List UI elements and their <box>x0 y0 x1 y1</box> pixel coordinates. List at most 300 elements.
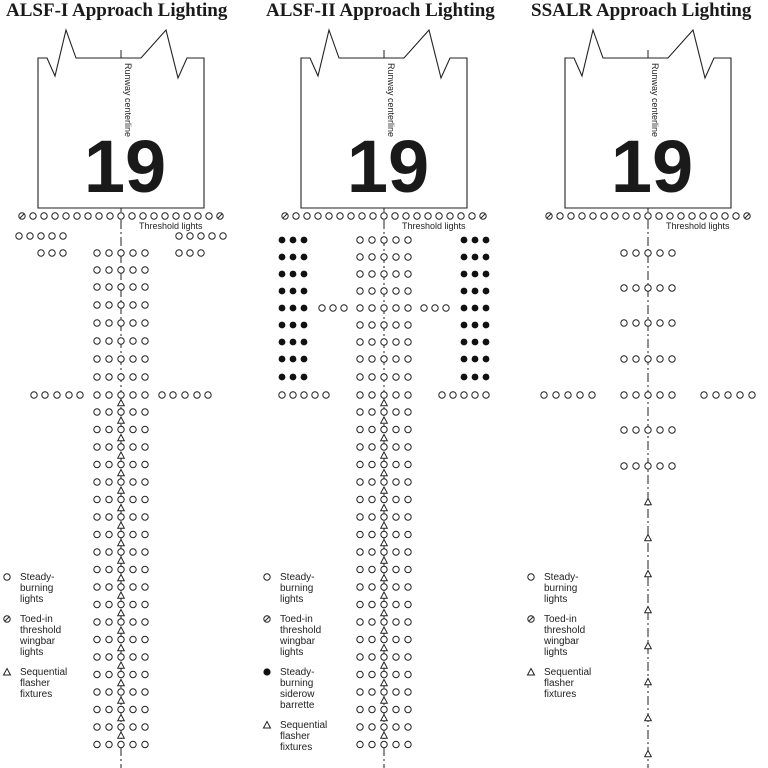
steady-light <box>130 302 136 308</box>
legend-item <box>526 614 591 658</box>
steady-light <box>405 724 411 730</box>
steady-light <box>403 213 409 219</box>
steady-light <box>450 392 456 398</box>
barrette-light <box>472 305 479 312</box>
steady-light <box>142 409 148 415</box>
flasher-fixture <box>381 540 388 546</box>
barrette-light <box>472 271 479 278</box>
barrette-light <box>290 339 297 346</box>
barrette-light <box>301 237 308 244</box>
steady-light <box>130 706 136 712</box>
steady-light <box>94 619 100 625</box>
steady-light <box>130 320 136 326</box>
steady-light <box>645 320 651 326</box>
steady-light <box>130 549 136 555</box>
steady-light <box>118 392 124 398</box>
steady-light <box>187 233 193 239</box>
steady-light <box>369 619 375 625</box>
steady-light <box>118 496 124 502</box>
steady-light <box>49 250 55 256</box>
steady-light <box>63 213 69 219</box>
steady-light <box>94 654 100 660</box>
steady-light <box>130 461 136 467</box>
steady-light <box>393 356 399 362</box>
steady-light <box>633 427 639 433</box>
steady-light <box>621 356 627 362</box>
steady-light <box>369 339 375 345</box>
flasher-fixture <box>645 535 652 541</box>
steady-light <box>142 356 148 362</box>
steady-light <box>94 320 100 326</box>
steady-light <box>669 356 675 362</box>
steady-light <box>393 496 399 502</box>
steady-light <box>118 531 124 537</box>
steady-light <box>142 496 148 502</box>
steady-light <box>461 392 467 398</box>
steady-light <box>393 724 399 730</box>
legend-item <box>2 572 67 605</box>
steady-light <box>405 549 411 555</box>
steady-light <box>369 409 375 415</box>
steady-light <box>130 514 136 520</box>
flasher-fixture <box>118 575 125 581</box>
barrette-light <box>483 237 490 244</box>
steady-light <box>657 392 663 398</box>
steady-light <box>472 392 478 398</box>
flasher-fixture <box>381 487 388 493</box>
steady-light <box>381 671 387 677</box>
flasher-fixture <box>118 540 125 546</box>
steady-light <box>657 285 663 291</box>
steady-light <box>669 320 675 326</box>
steady-light <box>142 374 148 380</box>
steady-light <box>357 288 363 294</box>
steady-light <box>357 374 363 380</box>
steady-light <box>357 619 363 625</box>
steady-light <box>553 392 559 398</box>
steady-light <box>118 461 124 467</box>
steady-light <box>326 213 332 219</box>
legend-alsf1 <box>2 572 67 709</box>
steady-light <box>94 671 100 677</box>
steady-light <box>130 636 136 642</box>
steady-light <box>393 271 399 277</box>
steady-light <box>348 213 354 219</box>
steady-light <box>357 531 363 537</box>
steady-light <box>312 392 318 398</box>
steady-light <box>130 409 136 415</box>
steady-light <box>330 305 336 311</box>
steady-light <box>142 724 148 730</box>
steady-light <box>405 288 411 294</box>
steady-light <box>483 392 489 398</box>
steady-light <box>94 444 100 450</box>
barrette-light <box>279 356 286 363</box>
steady-light <box>341 305 347 311</box>
flasher-fixture <box>381 697 388 703</box>
steady-light <box>381 288 387 294</box>
steady-light <box>142 284 148 290</box>
steady-light <box>393 741 399 747</box>
steady-light <box>369 271 375 277</box>
flasher-fixture <box>118 522 125 528</box>
steady-light <box>118 479 124 485</box>
steady-light <box>106 444 112 450</box>
steady-light <box>405 514 411 520</box>
steady-light <box>106 320 112 326</box>
steady-light <box>357 356 363 362</box>
steady-light <box>130 724 136 730</box>
runway-number: 19 <box>610 125 694 208</box>
legend-item <box>262 614 327 658</box>
steady-light <box>118 250 124 256</box>
barrette-light <box>290 288 297 295</box>
steady-light <box>205 392 211 398</box>
barrette-light <box>301 254 308 261</box>
flasher-fixture <box>118 400 125 406</box>
flasher-fixture <box>645 607 652 613</box>
steady-light <box>601 213 607 219</box>
steady-light <box>106 601 112 607</box>
steady-light <box>393 339 399 345</box>
barrette-light <box>483 254 490 261</box>
steady-light <box>38 233 44 239</box>
steady-light <box>369 549 375 555</box>
steady-light <box>393 566 399 572</box>
flasher-fixture <box>381 417 388 423</box>
triangle-icon <box>262 720 272 730</box>
steady-light <box>381 566 387 572</box>
steady-light <box>357 549 363 555</box>
steady-light <box>381 374 387 380</box>
steady-light <box>130 267 136 273</box>
steady-light <box>393 636 399 642</box>
steady-light <box>381 636 387 642</box>
flasher-fixture <box>118 592 125 598</box>
steady-light <box>357 254 363 260</box>
steady-light <box>142 479 148 485</box>
steady-light <box>722 213 728 219</box>
steady-light <box>381 461 387 467</box>
steady-light <box>142 671 148 677</box>
steady-light <box>405 566 411 572</box>
flasher-fixture <box>645 715 652 721</box>
steady-light <box>405 271 411 277</box>
steady-light <box>381 213 387 219</box>
steady-light <box>381 654 387 660</box>
barrette-light <box>472 374 479 381</box>
legend-ssalr <box>526 572 591 709</box>
steady-light <box>621 250 627 256</box>
steady-light <box>414 213 420 219</box>
steady-light <box>381 305 387 311</box>
barrette-light <box>301 271 308 278</box>
steady-light <box>94 531 100 537</box>
flasher-fixture <box>381 627 388 633</box>
steady-light <box>130 392 136 398</box>
steady-light <box>85 213 91 219</box>
barrette-light <box>461 288 468 295</box>
flasher-fixture <box>645 571 652 577</box>
steady-light <box>118 741 124 747</box>
flasher-fixture <box>118 452 125 458</box>
steady-light <box>142 514 148 520</box>
steady-light <box>678 213 684 219</box>
flasher-fixture <box>118 697 125 703</box>
steady-light <box>357 689 363 695</box>
steady-light <box>656 213 662 219</box>
steady-light <box>357 237 363 243</box>
steady-light <box>94 479 100 485</box>
flasher-fixture <box>381 662 388 668</box>
steady-light <box>118 320 124 326</box>
steady-light <box>458 213 464 219</box>
steady-light <box>711 213 717 219</box>
steady-light <box>130 619 136 625</box>
barrette-light <box>461 356 468 363</box>
centerline-label: Runway centerline <box>650 63 660 138</box>
barrette-light <box>472 322 479 329</box>
steady-light <box>405 374 411 380</box>
steady-light <box>129 213 135 219</box>
steady-light <box>657 356 663 362</box>
steady-light <box>393 426 399 432</box>
steady-light <box>118 601 124 607</box>
steady-light <box>106 496 112 502</box>
barrette-light <box>461 374 468 381</box>
steady-light <box>209 233 215 239</box>
steady-light <box>369 514 375 520</box>
steady-light <box>645 356 651 362</box>
steady-light <box>94 566 100 572</box>
steady-light <box>579 213 585 219</box>
steady-light <box>142 302 148 308</box>
steady-light <box>393 409 399 415</box>
flasher-fixture <box>381 680 388 686</box>
legend-label: Toed-in threshold wingbar lights <box>544 614 586 658</box>
steady-light <box>357 409 363 415</box>
steady-light <box>357 601 363 607</box>
steady-light <box>27 233 33 239</box>
steady-light <box>41 213 47 219</box>
flasher-fixture <box>381 435 388 441</box>
steady-light <box>633 320 639 326</box>
steady-light <box>669 392 675 398</box>
flasher-fixture <box>118 680 125 686</box>
steady-light <box>405 444 411 450</box>
centerline-label: Runway centerline <box>123 63 133 138</box>
legend-item <box>526 572 591 605</box>
steady-light <box>645 250 651 256</box>
steady-light <box>142 654 148 660</box>
barrette-light <box>290 237 297 244</box>
steady-light <box>369 636 375 642</box>
barrette-light <box>279 288 286 295</box>
steady-light <box>106 636 112 642</box>
steady-light <box>623 213 629 219</box>
steady-light <box>633 356 639 362</box>
flasher-fixture <box>645 643 652 649</box>
steady-light <box>669 427 675 433</box>
steady-light <box>187 250 193 256</box>
open-circle-icon <box>262 572 272 582</box>
steady-light <box>94 496 100 502</box>
steady-light <box>357 444 363 450</box>
steady-light <box>393 531 399 537</box>
steady-light <box>381 706 387 712</box>
steady-light <box>381 356 387 362</box>
steady-light <box>94 601 100 607</box>
steady-light <box>369 237 375 243</box>
steady-light <box>357 584 363 590</box>
steady-light <box>118 409 124 415</box>
steady-light <box>130 356 136 362</box>
flasher-fixture <box>118 505 125 511</box>
steady-light <box>469 213 475 219</box>
barrette-light <box>472 356 479 363</box>
legend-label: Steady- burning lights <box>280 572 315 605</box>
steady-light <box>106 426 112 432</box>
steady-light <box>290 392 296 398</box>
steady-light <box>94 409 100 415</box>
steady-light <box>142 706 148 712</box>
steady-light <box>393 461 399 467</box>
steady-light <box>54 392 60 398</box>
steady-light <box>106 374 112 380</box>
barrette-light <box>290 322 297 329</box>
steady-light <box>369 584 375 590</box>
steady-light <box>393 671 399 677</box>
steady-light <box>118 724 124 730</box>
steady-light <box>94 374 100 380</box>
steady-light <box>737 392 743 398</box>
steady-light <box>568 213 574 219</box>
steady-light <box>369 671 375 677</box>
steady-light <box>405 654 411 660</box>
steady-light <box>173 213 179 219</box>
slashed-circle-icon <box>526 614 536 624</box>
steady-light <box>405 461 411 467</box>
steady-light <box>645 392 651 398</box>
steady-light <box>106 654 112 660</box>
steady-light <box>357 426 363 432</box>
steady-light <box>381 479 387 485</box>
steady-light <box>633 250 639 256</box>
steady-light <box>118 338 124 344</box>
barrette-light <box>279 339 286 346</box>
legend-label: Steady- burning siderow barrette <box>280 667 315 711</box>
threshold-label: Threshold lights <box>666 221 730 231</box>
steady-light <box>60 233 66 239</box>
steady-light <box>381 741 387 747</box>
steady-light <box>621 320 627 326</box>
steady-light <box>130 338 136 344</box>
steady-light <box>381 237 387 243</box>
steady-light <box>357 322 363 328</box>
steady-light <box>689 213 695 219</box>
steady-light <box>405 322 411 328</box>
steady-light <box>279 392 285 398</box>
steady-light <box>405 409 411 415</box>
steady-light <box>393 237 399 243</box>
steady-light <box>405 619 411 625</box>
legend-item <box>262 572 327 605</box>
barrette-light <box>290 271 297 278</box>
steady-light <box>393 689 399 695</box>
barrette-light <box>483 339 490 346</box>
steady-light <box>393 305 399 311</box>
barrette-light <box>290 356 297 363</box>
steady-light <box>405 741 411 747</box>
steady-light <box>405 584 411 590</box>
steady-light <box>369 461 375 467</box>
steady-light <box>159 392 165 398</box>
steady-light <box>405 531 411 537</box>
steady-light <box>94 426 100 432</box>
steady-light <box>713 392 719 398</box>
steady-light <box>151 213 157 219</box>
steady-light <box>425 213 431 219</box>
steady-light <box>94 636 100 642</box>
steady-light <box>220 233 226 239</box>
steady-light <box>381 689 387 695</box>
runway-number: 19 <box>83 125 167 208</box>
steady-light <box>357 636 363 642</box>
steady-light <box>162 213 168 219</box>
steady-light <box>405 254 411 260</box>
steady-light <box>357 461 363 467</box>
barrette-light <box>461 322 468 329</box>
steady-light <box>106 461 112 467</box>
barrette-light <box>279 237 286 244</box>
steady-light <box>107 213 113 219</box>
steady-light <box>369 724 375 730</box>
steady-light <box>142 619 148 625</box>
steady-light <box>130 654 136 660</box>
barrette-light <box>301 322 308 329</box>
legend-item <box>2 614 67 658</box>
barrette-light <box>301 339 308 346</box>
barrette-light <box>472 237 479 244</box>
steady-light <box>357 479 363 485</box>
steady-light <box>118 213 124 219</box>
centerline-label: Runway centerline <box>386 63 396 138</box>
legend-label: Toed-in threshold wingbar lights <box>20 614 62 658</box>
flasher-fixture <box>645 679 652 685</box>
barrette-light <box>483 288 490 295</box>
steady-light <box>369 479 375 485</box>
steady-light <box>369 741 375 747</box>
steady-light <box>142 584 148 590</box>
barrette-light <box>461 237 468 244</box>
steady-light <box>405 339 411 345</box>
steady-light <box>657 250 663 256</box>
steady-light <box>393 654 399 660</box>
barrette-light <box>301 356 308 363</box>
steady-light <box>130 531 136 537</box>
steady-light <box>393 706 399 712</box>
steady-light <box>106 549 112 555</box>
steady-light <box>106 619 112 625</box>
legend-item <box>262 667 327 711</box>
steady-light <box>106 724 112 730</box>
steady-light <box>77 392 83 398</box>
steady-light <box>369 444 375 450</box>
steady-light <box>369 288 375 294</box>
steady-light <box>357 706 363 712</box>
steady-light <box>130 741 136 747</box>
panel-title-ssalr: SSALR Approach Lighting <box>531 0 752 21</box>
